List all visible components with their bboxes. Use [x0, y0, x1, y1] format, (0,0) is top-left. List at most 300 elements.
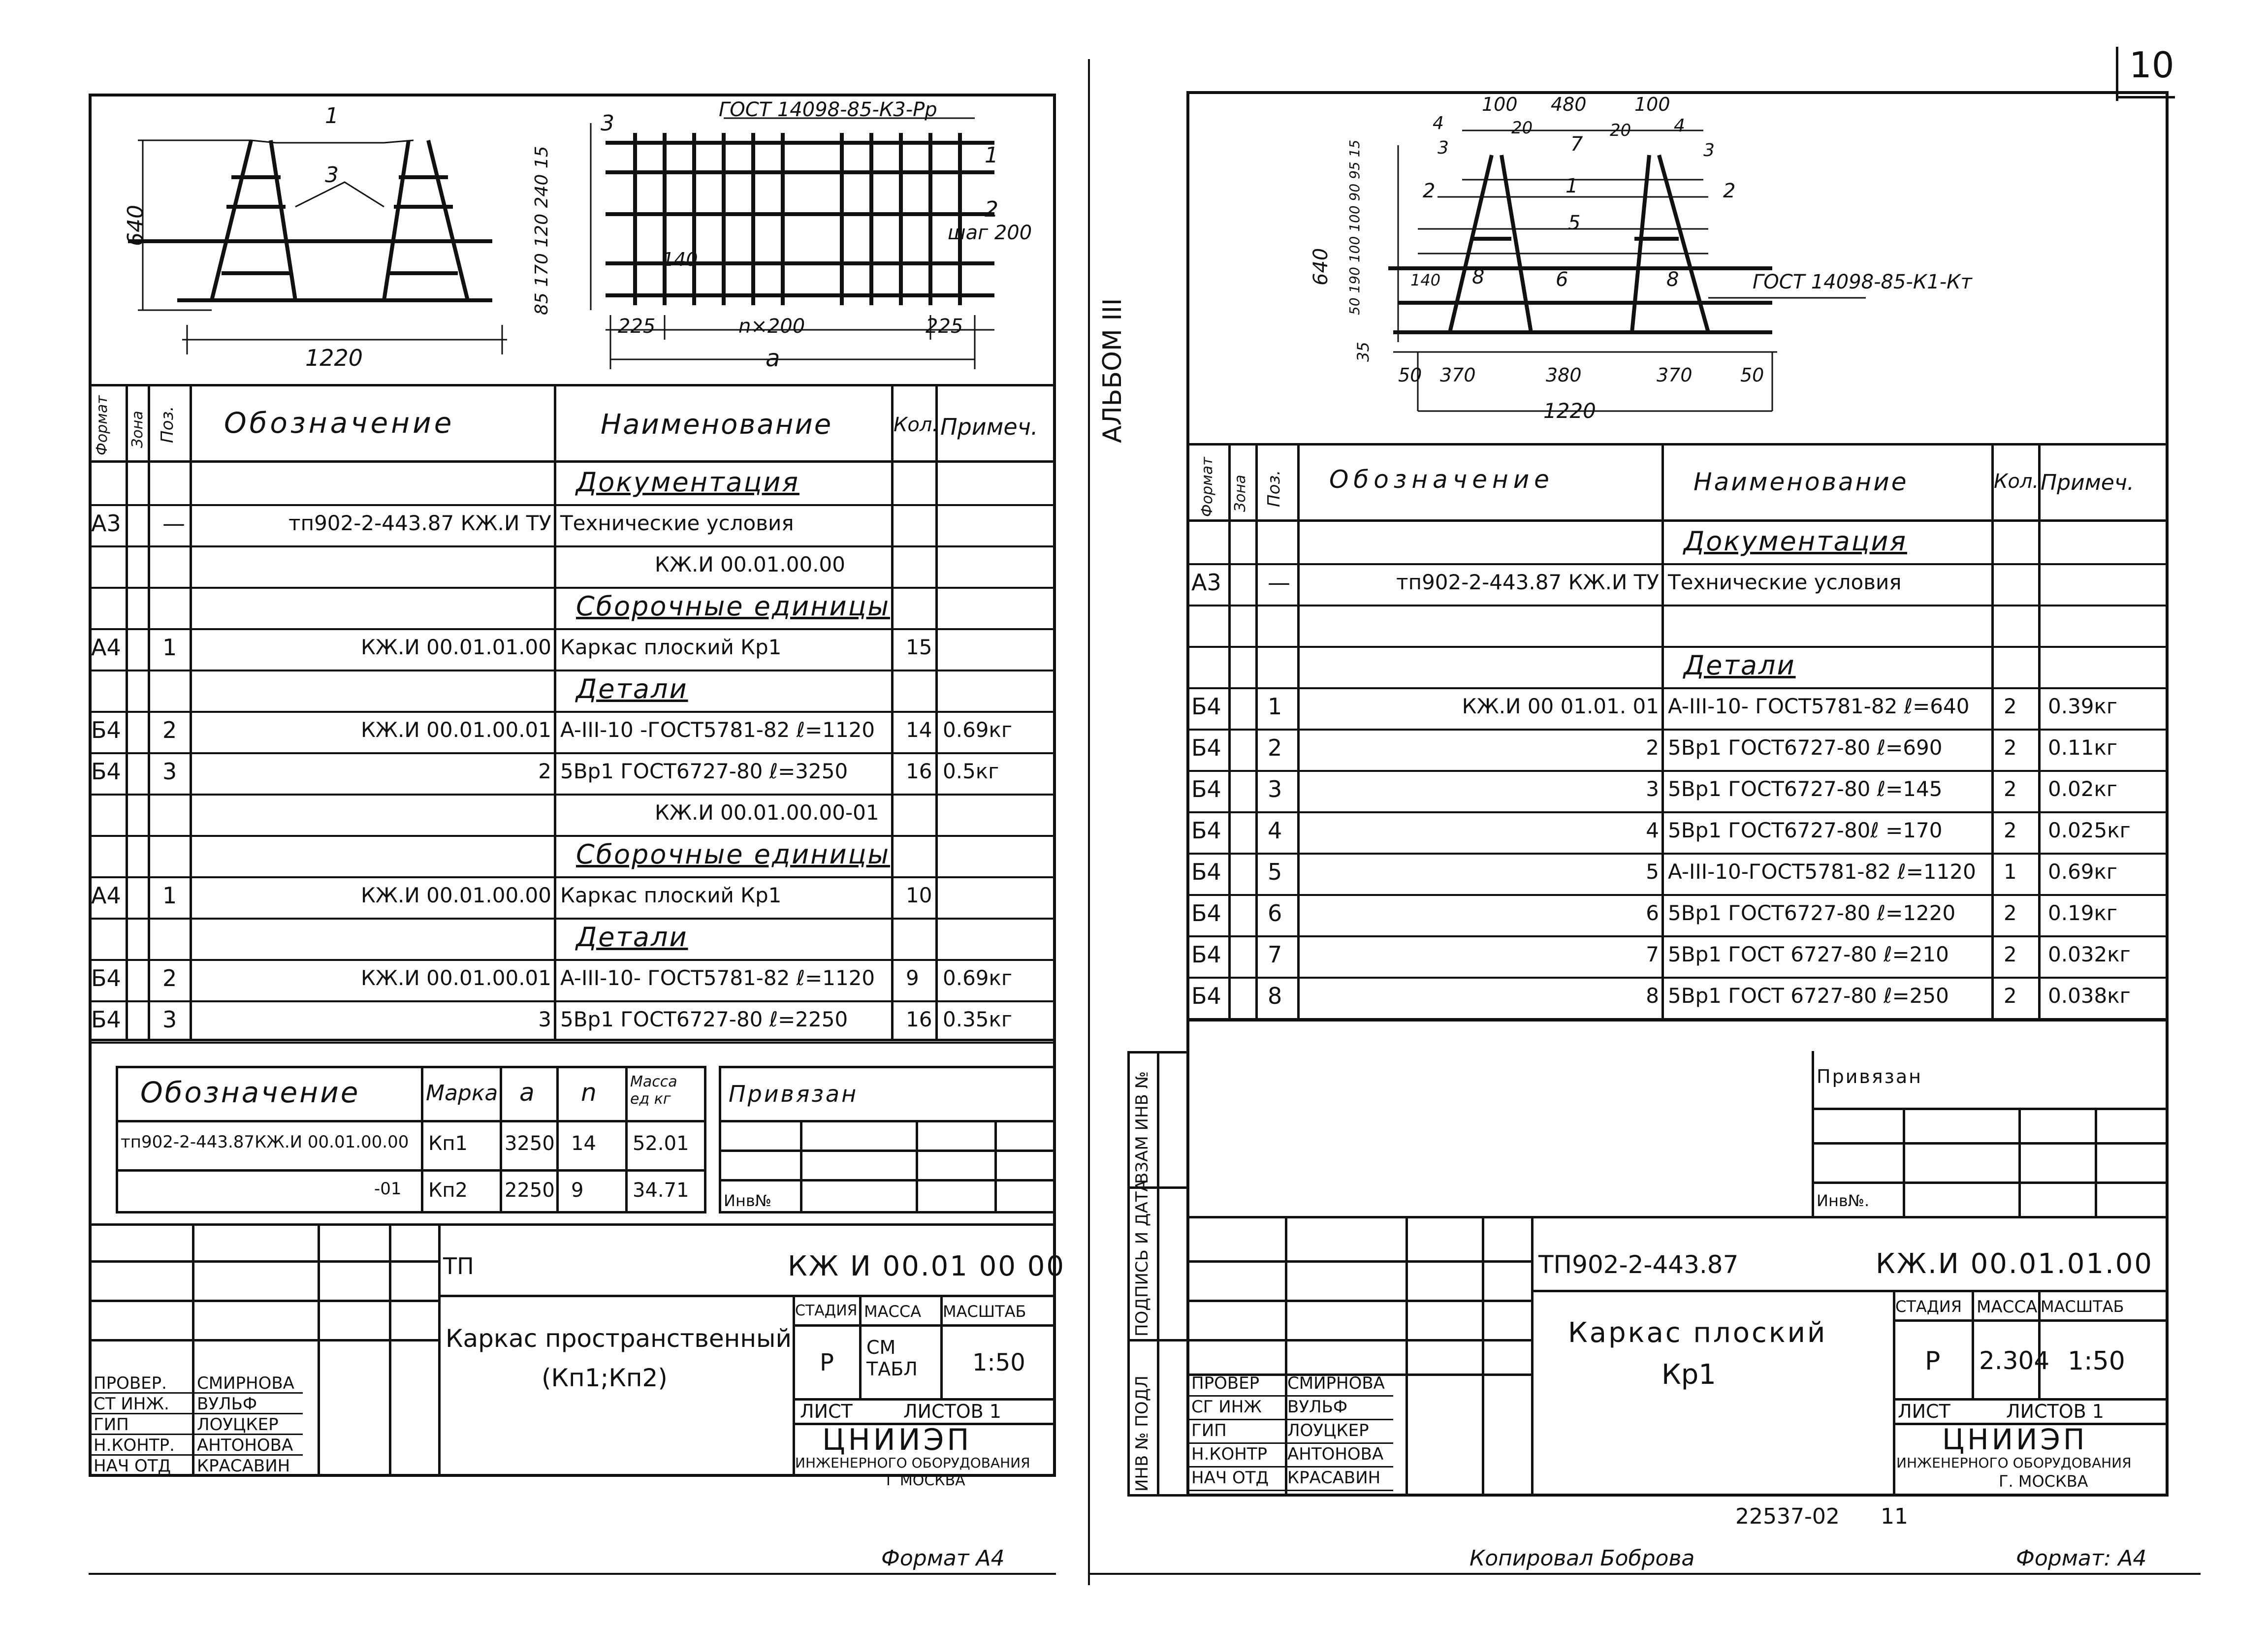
- rd-pos-6: 6: [1556, 268, 1568, 291]
- marks-cell-mass: 34.71: [633, 1179, 689, 1202]
- left-privyazan: Привязан: [729, 1081, 859, 1107]
- left-tb-code: КЖ И 00.01 00 00: [788, 1250, 1066, 1282]
- album-label: АЛЬБОМ III: [1098, 298, 1127, 443]
- right-spec-row-rule: [1186, 853, 2169, 855]
- left-priv-rule: [719, 1120, 1056, 1122]
- rd-dim-140: 140: [1410, 271, 1441, 289]
- left-spec-name: 5Вр1 ГОСТ6727-80 ℓ=3250: [560, 759, 848, 783]
- left-spec-row-rule: [89, 628, 1056, 630]
- left-spec-name: Технические условия: [560, 511, 794, 535]
- left-marks-col: [704, 1066, 706, 1213]
- left-spec-bottom-rule: [89, 1039, 1056, 1041]
- right-tb-rule: [1893, 1319, 2169, 1322]
- left-spec-note: 0.35кг: [943, 1007, 1012, 1031]
- left-spec-qty: 14: [906, 718, 932, 742]
- mesh-vert-dims: 85 170 120 240 15: [532, 146, 552, 315]
- left-spec-pos: 3: [162, 1006, 177, 1033]
- marks-cell-designation: тп902-2-443.87КЖ.И 00.01.00.00: [121, 1132, 409, 1152]
- marks-hdr-designation: Обозначение: [140, 1076, 360, 1109]
- dim-1220: 1220: [305, 345, 363, 371]
- right-spec-row-rule: [1186, 1018, 2169, 1020]
- left-format: Формат А4: [881, 1546, 1005, 1571]
- right-spec-designation: 3: [1646, 777, 1659, 801]
- left-tb-sheet: ЛИСТ: [800, 1401, 853, 1422]
- left-tb-tp: ТП: [443, 1253, 474, 1279]
- right-format: Формат: А4: [2016, 1546, 2147, 1571]
- right-spec-qty: 2: [2004, 942, 2017, 966]
- right-spec-header-rule: [1186, 519, 2169, 522]
- marks-hdr-a: a: [519, 1078, 535, 1107]
- left-spec-section: Сборочные единицы: [576, 839, 891, 870]
- right-spec-row-rule: [1186, 646, 2169, 648]
- right-priv-rule: [1812, 1216, 2169, 1218]
- right-spec-name: 5Вр1 ГОСТ 6727-80 ℓ=250: [1668, 984, 1949, 1008]
- left-marks-col: [556, 1066, 559, 1213]
- left-spec-format: Б4: [91, 758, 121, 785]
- right-spec-format: Б4: [1191, 776, 1221, 802]
- right-spec-note: 0.02кг: [2048, 777, 2117, 801]
- page-number: 10: [2129, 44, 2174, 86]
- right-col-rule: [1991, 443, 1994, 1021]
- right-spec-format: А3: [1191, 569, 1221, 596]
- right-staff-rule: [1189, 1442, 1393, 1444]
- right-spec-qty: 1: [2004, 860, 2017, 884]
- marks-cell-mark: Кп2: [428, 1179, 468, 1202]
- right-staff-rule: [1189, 1419, 1393, 1420]
- left-spec-name: A-III-10 -ГОСТ5781-82 ℓ=1120: [560, 718, 875, 742]
- left-hdr-note: Примеч.: [940, 414, 1038, 440]
- mesh-dim-225b: 225: [926, 315, 963, 338]
- left-hdr-qty: Кол.: [894, 414, 939, 436]
- right-tb-scale: 1:50: [2068, 1346, 2125, 1376]
- right-spec-note: 0.025кг: [2048, 818, 2131, 842]
- right-spec-designation: КЖ.И 00 01.01. 01: [1462, 694, 1659, 718]
- left-tb-org1: ЦНИИЭП: [822, 1423, 972, 1457]
- right-staff-role: ГИП: [1191, 1421, 1227, 1440]
- left-marks-col: [116, 1066, 118, 1213]
- left-spec-designation: 2: [538, 759, 551, 783]
- left-marks-row-rule: [116, 1120, 706, 1122]
- right-spec-note: 0.39кг: [2048, 694, 2117, 718]
- right-staff-rule: [1189, 1466, 1393, 1468]
- right-spec-designation: 8: [1646, 984, 1659, 1008]
- right-staff-name: КРАСАВИН: [1287, 1468, 1381, 1488]
- side-stamp-inv: ИНВ № ПОДЛ: [1132, 1375, 1152, 1492]
- center-divider: [1088, 59, 1090, 1585]
- left-spec-name: A-III-10- ГОСТ5781-82 ℓ=1120: [560, 966, 875, 990]
- rd-bot-50b: 50: [1740, 364, 1764, 386]
- right-spec-row-rule: [1186, 729, 2169, 731]
- left-tb-stage-h: СТАДИЯ: [795, 1302, 858, 1319]
- right-spec-row-rule: [1186, 605, 2169, 607]
- rd-pos-1: 1: [1565, 175, 1578, 197]
- rd-dim-20a: 20: [1511, 118, 1533, 138]
- side-stamp-col: [1157, 1051, 1159, 1497]
- mesh-gost-label: ГОСТ 14098-85-К3-Рр: [719, 98, 937, 121]
- right-staff-role: НАЧ ОТД: [1191, 1468, 1269, 1488]
- left-spec-pos: 3: [162, 758, 177, 785]
- right-tb-tp: ТП902-2-443.87: [1538, 1250, 1739, 1279]
- right-spec-note: 0.038кг: [2048, 984, 2131, 1008]
- rd-bot-50a: 50: [1398, 364, 1422, 386]
- right-spec-name: 5Вр1 ГОСТ6727-80 ℓ=690: [1668, 735, 1943, 760]
- right-staff-role: Н.КОНТР: [1191, 1444, 1268, 1464]
- left-spec-format: Б4: [91, 965, 121, 991]
- left-marks-col: [625, 1066, 628, 1213]
- mesh-callout-1: 1: [985, 143, 998, 168]
- left-hdr-designation: Обозначение: [224, 406, 455, 440]
- marks-cell-mark: Кп1: [428, 1132, 468, 1155]
- left-marks-row-rule: [116, 1169, 706, 1172]
- right-tb-col: [1482, 1216, 1484, 1497]
- rd-pos-2r: 2: [1723, 180, 1736, 202]
- right-spec-name: 5Вр1 ГОСТ6727-80 ℓ=145: [1668, 777, 1943, 801]
- left-spec-row-rule: [89, 959, 1056, 961]
- left-spec-header-rule: [89, 460, 1056, 463]
- marks-cell-n: 9: [571, 1179, 584, 1202]
- right-col-rule: [2038, 443, 2041, 1021]
- left-spec-row-rule: [89, 794, 1056, 796]
- left-spec-note: 0.69кг: [943, 966, 1012, 990]
- right-tb-org1: ЦНИИЭП: [1942, 1423, 2088, 1456]
- right-spec-top-rule: [1186, 443, 2169, 446]
- right-tb-col: [1531, 1216, 1533, 1497]
- left-hdr-pos: Поз.: [158, 406, 177, 443]
- right-hdr-pos: Поз.: [1264, 470, 1284, 507]
- mesh-dim-225a: 225: [618, 315, 656, 338]
- left-marks-col: [421, 1066, 423, 1213]
- rd-pos-4r: 4: [1674, 116, 1685, 136]
- right-spec-designation: 5: [1646, 860, 1659, 884]
- left-tb-stage: Р: [820, 1349, 834, 1376]
- right-spec-row-rule: [1186, 811, 2169, 813]
- rd-dim-100b: 100: [1634, 94, 1670, 115]
- right-privyazan: Привязан: [1817, 1066, 1922, 1087]
- right-tb-col: [1406, 1216, 1408, 1497]
- right-spec-row-rule: [1186, 977, 2169, 979]
- right-col-rule: [1255, 443, 1258, 1021]
- left-priv-col: [800, 1120, 802, 1213]
- right-spec-row-rule: [1186, 935, 2169, 937]
- side-stamp-repl: ВЗАМ ИНВ №: [1132, 1071, 1152, 1184]
- left-spec-format: А3: [91, 510, 121, 537]
- right-spec-row-rule: [1186, 770, 2169, 772]
- right-tb-rule: [1186, 1339, 1531, 1341]
- right-hdr-note: Примеч.: [2041, 470, 2134, 495]
- side-stamp-edge: [1127, 1051, 1130, 1497]
- left-tb-scale: 1:50: [972, 1349, 1025, 1376]
- right-spec-designation: тп902-2-443.87 КЖ.И ТУ: [1396, 570, 1659, 594]
- right-spec-name: 5Вр1 ГОСТ6727-80 ℓ=1220: [1668, 901, 1956, 925]
- dim-640: 640: [123, 205, 148, 246]
- right-priv-rule: [1812, 1181, 2169, 1184]
- mesh-dim-a: a: [766, 345, 780, 372]
- mesh-step-label: шаг 200: [948, 222, 1032, 244]
- left-spec-format: А4: [91, 634, 121, 661]
- mesh-dim-140: 140: [662, 249, 698, 270]
- right-col-rule: [1228, 443, 1231, 1021]
- left-spec-section: Детали: [576, 673, 688, 704]
- order-number: 22537-02: [1735, 1504, 1840, 1529]
- left-spec-pos: 2: [162, 965, 177, 991]
- left-spec-pos: 2: [162, 717, 177, 743]
- left-tb-org2: ИНЖЕНЕРНОГО ОБОРУДОВАНИЯ: [795, 1455, 1030, 1471]
- copied-by: Копировал Боброва: [1469, 1546, 1695, 1571]
- marks-cell-designation: -01: [374, 1179, 402, 1199]
- rd-dim-35: 35: [1354, 342, 1373, 362]
- right-spec-designation: 2: [1646, 735, 1659, 760]
- right-spec-qty: 2: [2004, 694, 2017, 718]
- left-spec-designation: КЖ.И 00.01.00.00: [360, 883, 551, 907]
- left-tb-rule: [89, 1339, 438, 1341]
- right-spec-note: 0.19кг: [2048, 901, 2117, 925]
- right-tb-org3: Г. МОСКВА: [1999, 1472, 2088, 1491]
- right-staff-name: ЛОУЦКЕР: [1287, 1421, 1369, 1440]
- rd-bot-370b: 370: [1657, 364, 1693, 386]
- rd-gost: ГОСТ 14098-85-К1-Кт: [1753, 271, 1972, 293]
- right-spec-qty: 2: [2004, 735, 2017, 760]
- right-priv-col: [1903, 1108, 1905, 1218]
- right-tb-title1: Каркас плоский: [1568, 1317, 1827, 1349]
- right-inv: Инв№.: [1817, 1191, 1870, 1210]
- right-spec-format: Б4: [1191, 859, 1221, 885]
- left-tb-rule: [438, 1295, 1056, 1297]
- right-spec-pos: 2: [1268, 734, 1282, 761]
- left-priv-rule: [719, 1211, 1056, 1213]
- right-spec-format: Б4: [1191, 941, 1221, 968]
- right-spec-name: Технические условия: [1668, 570, 1902, 594]
- rd-dim-20b: 20: [1610, 121, 1631, 140]
- right-hdr-format: Формат: [1199, 457, 1216, 517]
- rd-vert-dims: 50 190 100 100 90 95 15: [1346, 139, 1363, 315]
- callout-1: 1: [325, 103, 339, 128]
- right-tb-scale-h: МАСШТАБ: [2041, 1297, 2124, 1316]
- right-tb-rule: [1186, 1300, 1531, 1302]
- mesh-callout-3: 3: [601, 111, 614, 136]
- left-priv-col: [916, 1120, 918, 1213]
- left-spec-row-rule: [89, 918, 1056, 920]
- left-staff-name: ЛОУЦКЕР: [197, 1415, 279, 1435]
- left-tb-col: [859, 1295, 862, 1398]
- left-mesh-drawing: [89, 94, 1056, 384]
- left-priv-rule: [719, 1149, 1056, 1152]
- rd-dim-640: 640: [1310, 248, 1332, 286]
- rd-bot-370a: 370: [1440, 364, 1476, 386]
- left-marks-bottom: [116, 1211, 706, 1213]
- right-tb-stage: Р: [1925, 1346, 1941, 1376]
- left-tb-sheets: ЛИСТОВ 1: [903, 1401, 1001, 1422]
- right-spec-pos: 8: [1268, 983, 1282, 1009]
- left-hdr-name: Наименование: [601, 409, 833, 441]
- left-spec-note: 0.69кг: [943, 718, 1012, 742]
- right-tb-code: КЖ.И 00.01.01.00: [1876, 1248, 2154, 1280]
- right-tb-sheet: ЛИСТ: [1898, 1401, 1950, 1422]
- rd-pos-7: 7: [1570, 133, 1583, 156]
- left-spec-designation: КЖ.И 00.01.01.00: [360, 635, 551, 659]
- left-tb-mass: СМ ТАБЛ: [866, 1337, 918, 1380]
- rd-dim-1220: 1220: [1543, 399, 1596, 423]
- right-spec-pos: 1: [1268, 693, 1282, 720]
- left-spec-qty: 16: [906, 1007, 932, 1031]
- left-spec-row-rule: [89, 1000, 1056, 1002]
- right-spec-row-rule: [1186, 687, 2169, 689]
- mesh-callout-2: 2: [985, 197, 998, 222]
- left-spec-qty: 9: [906, 966, 919, 990]
- left-spec-qty: 10: [906, 883, 932, 907]
- right-priv-col: [2018, 1108, 2021, 1218]
- right-spec-section: Детали: [1684, 650, 1796, 681]
- right-hdr-qty: Кол.: [1994, 470, 2039, 493]
- left-spec-row-rule: [89, 504, 1056, 506]
- right-spec-qty: 2: [2004, 777, 2017, 801]
- rd-pos-2l: 2: [1423, 180, 1436, 202]
- right-spec-name: A-III-10- ГОСТ5781-82 ℓ=640: [1668, 694, 1970, 718]
- left-tb-org3: Г МОСКВА: [886, 1472, 965, 1489]
- marks-cell-mass: 52.01: [633, 1132, 689, 1155]
- right-footer-rule: [1088, 1573, 2201, 1575]
- left-spec-pos: 1: [162, 634, 177, 661]
- left-spec-format: А4: [91, 882, 121, 909]
- left-staff-name: ВУЛЬФ: [197, 1394, 257, 1414]
- marks-cell-a: 2250: [505, 1179, 555, 1202]
- left-tb-rule: [793, 1324, 1056, 1327]
- rd-pos-5: 5: [1568, 212, 1581, 234]
- mesh-dim-n200: n×200: [738, 315, 805, 338]
- rd-bot-380: 380: [1546, 364, 1582, 386]
- left-tb-mass-h: МАССА: [864, 1302, 922, 1321]
- left-marks-col: [500, 1066, 502, 1213]
- left-hdr-zone: Зона: [129, 411, 146, 448]
- right-spec-row-rule: [1186, 894, 2169, 896]
- left-spec-row-rule: [89, 752, 1056, 754]
- left-spec-name: Каркас плоский Кр1: [560, 883, 782, 907]
- marks-hdr-mark: Марка: [426, 1081, 498, 1106]
- right-staff-rule: [1189, 1490, 1393, 1491]
- left-spec-group: КЖ.И 00.01.00.00-01: [655, 800, 879, 825]
- left-spec-format: Б4: [91, 717, 121, 743]
- right-tb-col: [1972, 1290, 1974, 1401]
- right-spec-designation: 7: [1646, 942, 1659, 966]
- marks-cell-a: 3250: [505, 1132, 555, 1155]
- right-hdr-zone: Зона: [1232, 475, 1249, 512]
- right-spec-note: 0.11кг: [2048, 735, 2117, 760]
- right-hdr-designation: Обозначение: [1329, 465, 1554, 494]
- right-priv-col: [1812, 1051, 1814, 1218]
- right-spec-name: 5Вр1 ГОСТ 6727-80 ℓ=210: [1668, 942, 1949, 966]
- left-spec-qty: 16: [906, 759, 932, 783]
- right-staff-name: СМИРНОВА: [1287, 1373, 1385, 1393]
- sheet-number: 11: [1881, 1504, 1908, 1529]
- marks-hdr-n: n: [581, 1078, 597, 1107]
- right-staff-name: ВУЛЬФ: [1287, 1397, 1348, 1417]
- right-spec-format: Б4: [1191, 983, 1221, 1009]
- right-spec-format: Б4: [1191, 734, 1221, 761]
- left-privyazan-top: [719, 1066, 1056, 1068]
- right-priv-rule: [1812, 1142, 2169, 1145]
- right-spec-pos: 4: [1268, 817, 1282, 844]
- left-spec-row-rule: [89, 545, 1056, 547]
- right-spec-qty: 2: [2004, 984, 2017, 1008]
- right-spec-pos: 3: [1268, 776, 1282, 802]
- right-spec-designation: 6: [1646, 901, 1659, 925]
- right-spec-pos: 7: [1268, 941, 1282, 968]
- right-tb-rule: [1186, 1260, 1531, 1263]
- left-spec-section: Документация: [576, 467, 799, 498]
- right-tb-mass: 2.304: [1979, 1346, 2050, 1375]
- left-tb-title1: Каркас пространственный: [446, 1324, 792, 1353]
- right-spec-pos: —: [1268, 569, 1290, 596]
- right-staff-rule: [1189, 1395, 1393, 1397]
- right-priv-col: [2095, 1108, 2097, 1218]
- right-spec-pos: 5: [1268, 859, 1282, 885]
- right-tb-stage-h: СТАДИЯ: [1895, 1297, 1962, 1316]
- left-spec-name: Каркас плоский Кр1: [560, 635, 782, 659]
- marks-hdr-mass: Масса ед кг: [630, 1073, 677, 1108]
- left-staff-name: АНТОНОВА: [197, 1436, 293, 1455]
- right-spec-note: 0.032кг: [2048, 942, 2131, 966]
- left-tb-title2: (Кп1;Кп2): [542, 1364, 668, 1392]
- right-col-rule: [1297, 443, 1300, 1021]
- left-footer-rule: [89, 1573, 1056, 1575]
- marks-cell-n: 14: [571, 1132, 596, 1155]
- right-staff-name: АНТОНОВА: [1287, 1444, 1384, 1464]
- right-tb-top: [1186, 1216, 1814, 1218]
- right-tb-mass-h: МАССА: [1977, 1297, 2038, 1317]
- right-priv-rule: [1812, 1108, 2169, 1110]
- left-marks-top: [116, 1066, 706, 1068]
- left-tb-col: [793, 1295, 795, 1477]
- left-priv-col: [994, 1120, 997, 1213]
- left-spec-name: 5Вр1 ГОСТ6727-80 ℓ=2250: [560, 1007, 848, 1031]
- right-staff-role: ПРОВЕР: [1191, 1373, 1260, 1393]
- left-spec-row-rule: [89, 835, 1056, 837]
- right-tb-rule: [1531, 1290, 2169, 1292]
- rd-pos-4l: 4: [1433, 113, 1444, 133]
- left-staff-role: НАЧ ОТД: [94, 1456, 171, 1476]
- left-spec-row-rule: [89, 876, 1056, 878]
- left-spec-row-rule: [89, 711, 1056, 713]
- left-tb-top: [89, 1223, 1056, 1226]
- left-spec-row-rule: [89, 1042, 1056, 1044]
- right-spec-format: Б4: [1191, 817, 1221, 844]
- left-spec-designation: 3: [538, 1007, 551, 1031]
- rd-dim-480: 480: [1551, 94, 1587, 115]
- rd-pos-8l: 8: [1472, 266, 1485, 288]
- right-col-rule: [1661, 443, 1664, 1021]
- left-spec-format: Б4: [91, 1006, 121, 1033]
- left-tb-scale-h: МАСШТАБ: [943, 1302, 1026, 1321]
- left-staff-role: ПРОВЕР.: [94, 1373, 167, 1393]
- left-spec-designation: тп902-2-443.87 КЖ.И ТУ: [288, 511, 551, 535]
- right-spec-format: Б4: [1191, 693, 1221, 720]
- right-spec-designation: 4: [1646, 818, 1659, 842]
- right-spec-note: 0.69кг: [2048, 860, 2117, 884]
- right-spec-name: 5Вр1 ГОСТ6727-80ℓ =170: [1668, 818, 1943, 842]
- left-tb-rule: [89, 1300, 438, 1302]
- left-spec-designation: КЖ.И 00.01.00.01: [360, 718, 551, 742]
- side-stamp-sign: ПОДПИСЬ И ДАТА: [1132, 1180, 1152, 1337]
- right-tb-sheets: ЛИСТОВ 1: [2006, 1401, 2104, 1422]
- left-staff-role: СТ ИНЖ.: [94, 1394, 169, 1414]
- rd-pos-8r: 8: [1666, 268, 1679, 291]
- right-spec-row-rule: [1186, 563, 2169, 565]
- left-staff-name: СМИРНОВА: [197, 1373, 294, 1393]
- left-priv-rule: [719, 1179, 1056, 1181]
- right-spec-pos: 6: [1268, 900, 1282, 926]
- left-inv: Инв№: [724, 1191, 771, 1210]
- left-spec-row-rule: [89, 670, 1056, 671]
- left-tb-col: [438, 1223, 441, 1477]
